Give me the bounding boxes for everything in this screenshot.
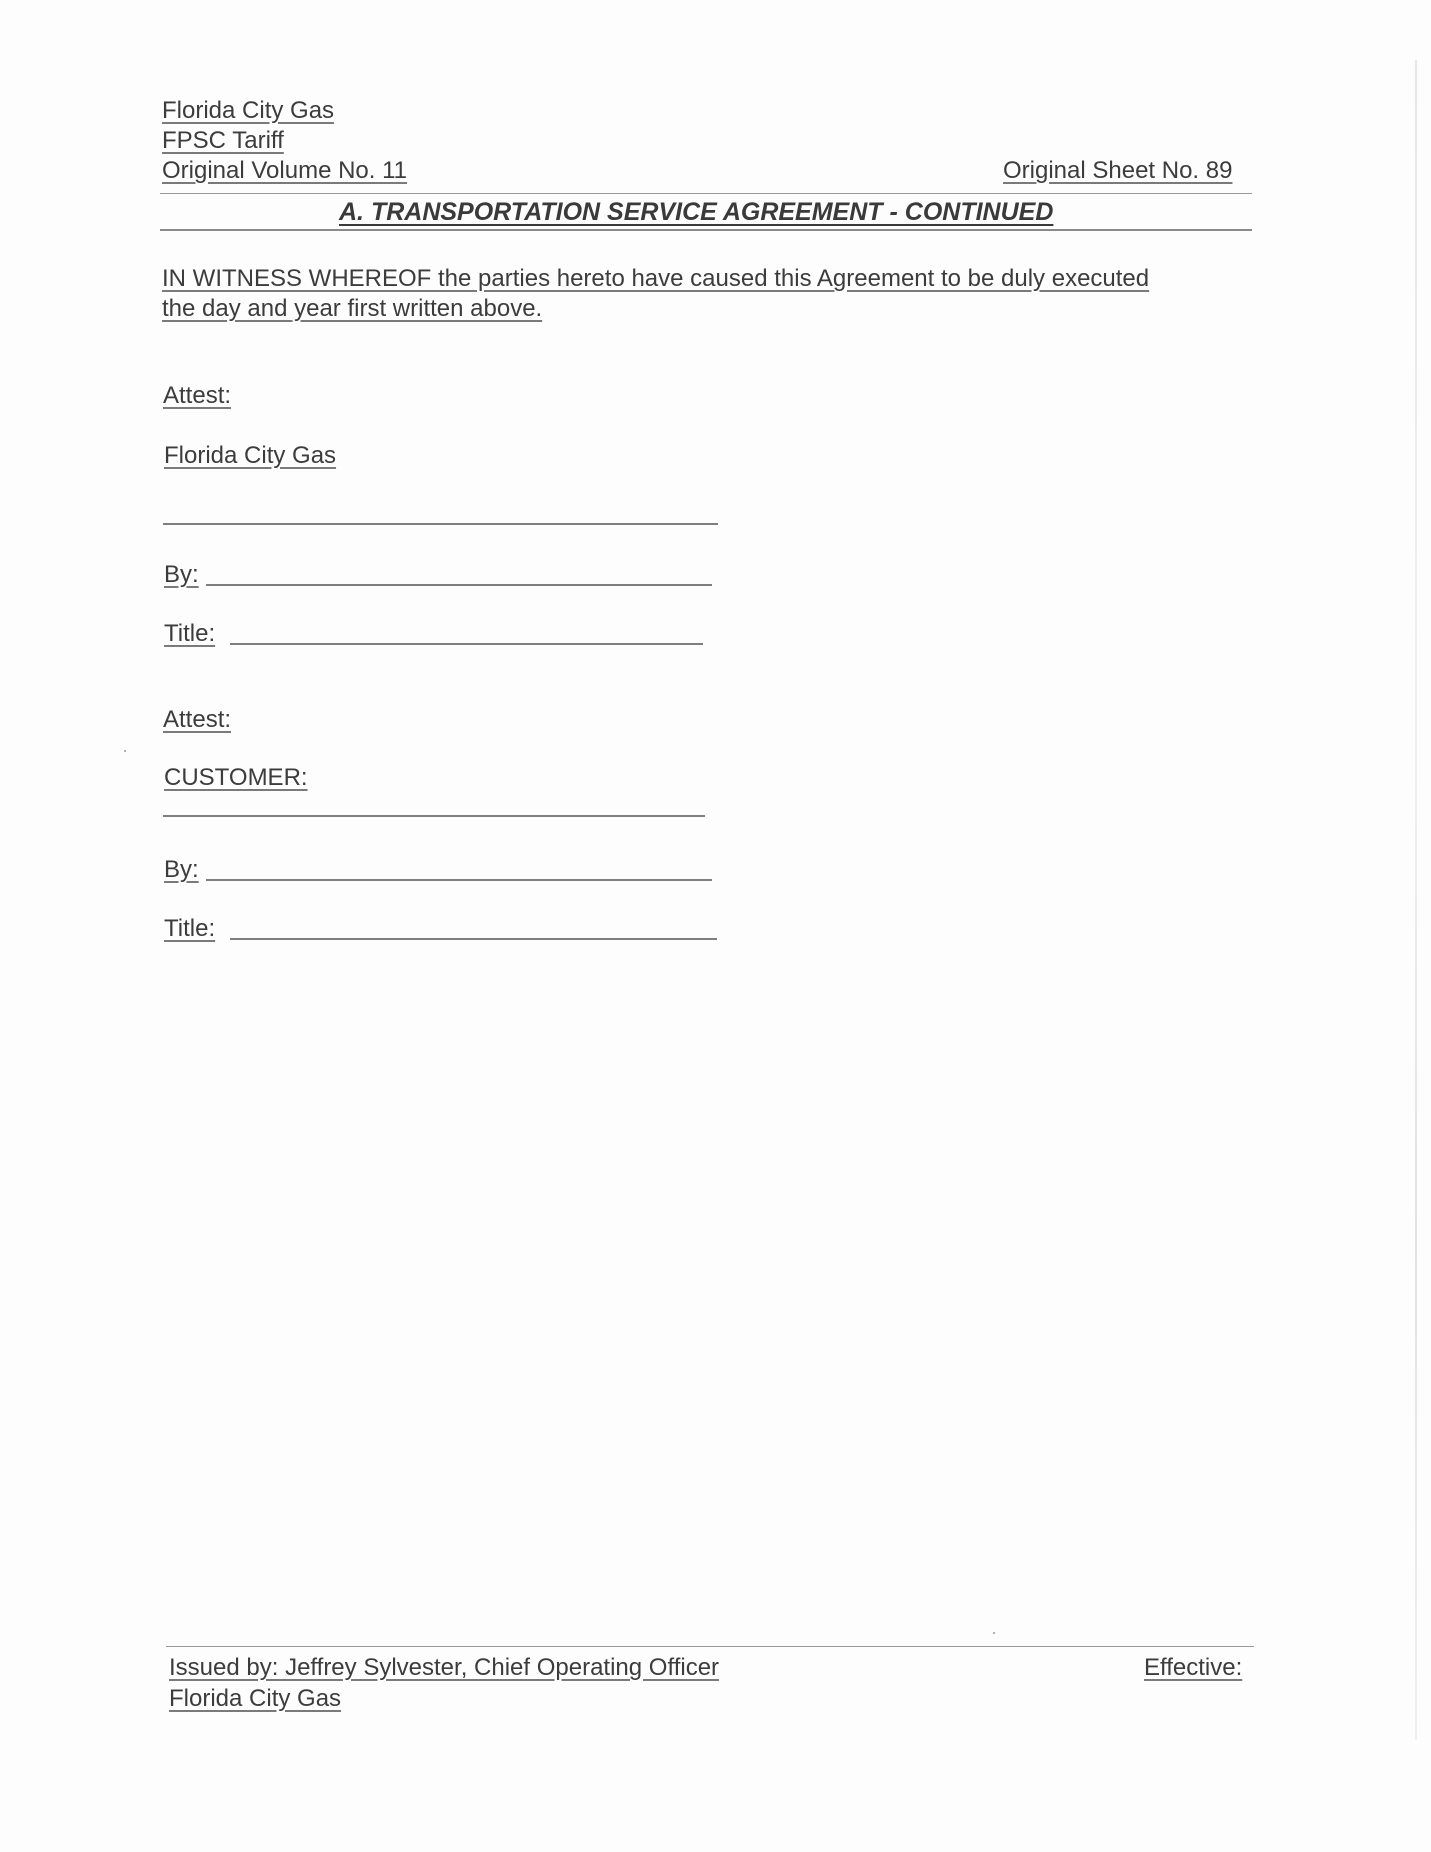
header-tariff: FPSC Tariff bbox=[162, 127, 284, 154]
header-sheet-number: Original Sheet No. 89 bbox=[1003, 157, 1233, 184]
title-signature-line-1[interactable] bbox=[230, 643, 703, 645]
scan-edge-shadow bbox=[1415, 60, 1417, 1740]
footer-company: Florida City Gas bbox=[169, 1685, 342, 1712]
party-name-1: Florida City Gas bbox=[164, 442, 337, 469]
header-rule-top bbox=[160, 193, 1252, 194]
footer-issued-by: Issued by: Jeffrey Sylvester, Chief Operating Officer bbox=[169, 1654, 720, 1681]
attest-label-2: Attest: bbox=[163, 706, 232, 733]
header-rule-bottom bbox=[160, 229, 1252, 231]
attest-signature-line-2[interactable] bbox=[163, 815, 705, 817]
header-volume: Original Volume No. 11 bbox=[162, 157, 408, 184]
by-label-1: By: bbox=[164, 561, 199, 588]
title-signature-line-2[interactable] bbox=[230, 938, 717, 940]
scan-speck bbox=[124, 750, 126, 752]
attest-label-1: Attest: bbox=[163, 382, 232, 409]
section-title: A. TRANSPORTATION SERVICE AGREEMENT - CONTINUED bbox=[339, 198, 1054, 226]
footer-effective: Effective: bbox=[1144, 1654, 1243, 1681]
by-signature-line-1[interactable] bbox=[206, 584, 712, 586]
witness-line-2: the day and year first written above. bbox=[162, 295, 543, 322]
by-signature-line-2[interactable] bbox=[206, 879, 712, 881]
title-label-1: Title: bbox=[164, 620, 216, 647]
attest-signature-line-1[interactable] bbox=[163, 523, 718, 525]
by-label-2: By: bbox=[164, 856, 199, 883]
party-name-2: CUSTOMER: bbox=[164, 764, 308, 791]
witness-line-1: IN WITNESS WHEREOF the parties hereto have caused this Agreement to be duly executed bbox=[162, 265, 1150, 292]
header-company: Florida City Gas bbox=[162, 97, 335, 124]
scan-speck bbox=[993, 1632, 995, 1634]
title-label-2: Title: bbox=[164, 915, 216, 942]
footer-rule bbox=[166, 1646, 1254, 1647]
